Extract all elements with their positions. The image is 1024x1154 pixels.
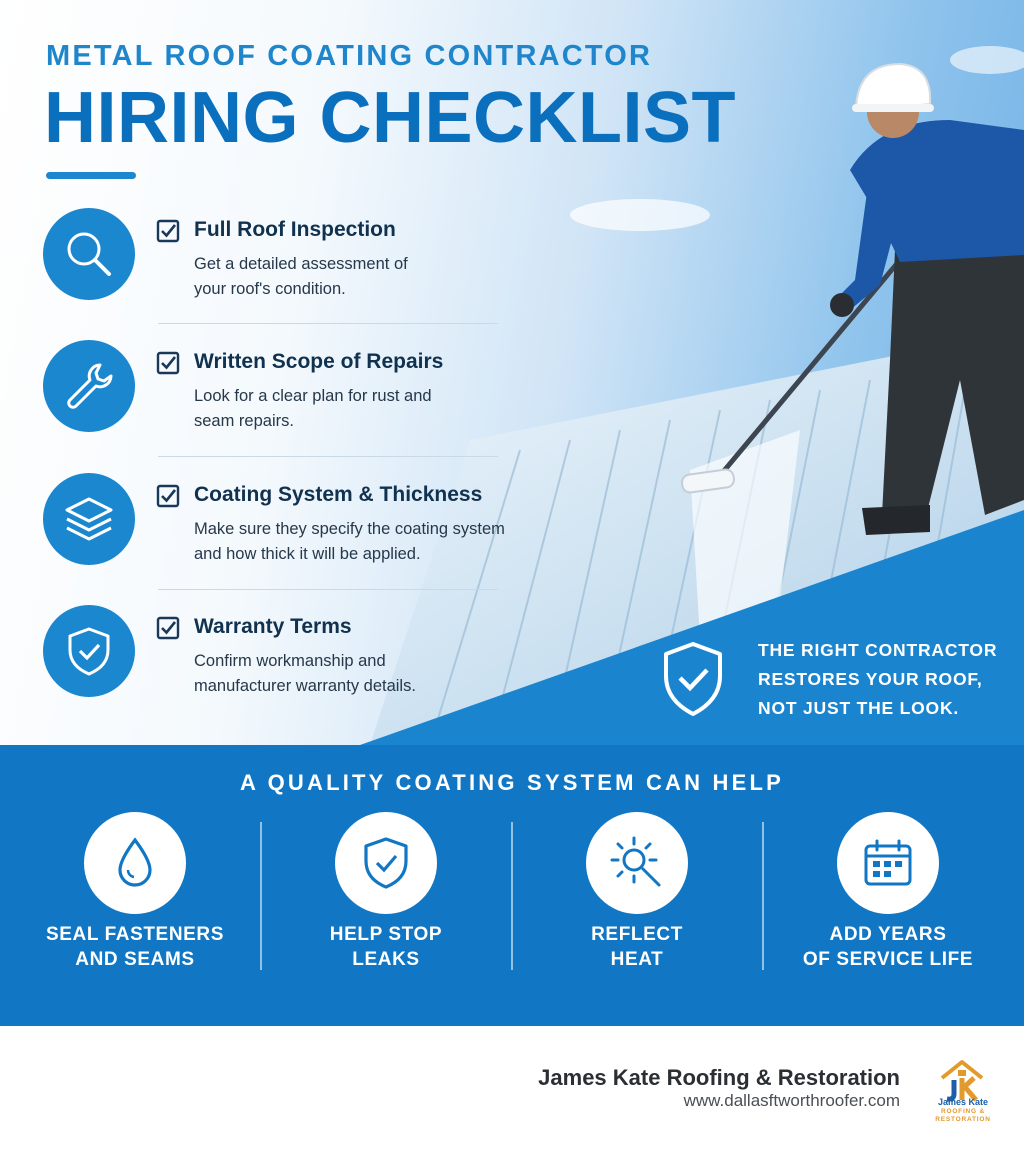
header-kicker: METAL ROOF COATING CONTRACTOR [46,40,653,72]
checklist-item-desc: Confirm workmanship and manufacturer warranty details. [194,652,416,695]
divider [158,456,498,457]
benefit-seal [10,812,260,982]
benefit-heat [512,812,762,982]
checklist-item-inspection [0,208,520,328]
quote-text: THE RIGHT CONTRACTOR RESTORES YOUR ROOF, NOT JUST THE LOOK. [758,640,998,718]
benefit-label: REFLECT HEAT [591,924,683,970]
logo-name: James Kate [937,1097,989,1107]
benefit-service-life [763,812,1013,982]
checklist-item-title: Coating System & Thickness [194,483,483,506]
calendar-icon [861,836,915,890]
checklist-item-warranty [0,605,520,725]
checklist-item-desc: Look for a clear plan for rust and seam repairs. [194,387,432,430]
checklist-item-coating [0,473,520,593]
shield-check-icon [62,624,116,678]
logo-subtitle: ROOFING & RESTORATION [935,1108,991,1123]
water-drop-icon [112,836,158,890]
divider [158,589,498,590]
divider [158,323,498,324]
checklist-circle [43,473,135,565]
benefit-label: HELP STOP LEAKS [329,924,443,970]
checklist-item-desc: Make sure they specify the coating system and how thick it will be applied. [194,520,505,563]
checkbox-checked-icon [156,219,180,243]
benefit-circle [586,812,688,914]
benefits-heading: A QUALITY COATING SYSTEM CAN HELP [240,770,784,795]
page-title: HIRING CHECKLIST [44,78,736,158]
benefit-circle [837,812,939,914]
checklist-item-scope [0,340,520,460]
checklist-item-title: Warranty Terms [194,615,352,638]
benefit-label: ADD YEARS OF SERVICE LIFE [802,924,974,970]
benefit-circle [335,812,437,914]
title-underline [46,172,136,179]
checklist-item-title: Full Roof Inspection [194,218,396,241]
footer-website-link[interactable]: www.dallasftworthroofer.com [683,1091,900,1110]
shield-check-icon [660,640,726,718]
sun-reflect-icon [607,833,667,893]
wrench-icon [62,359,116,413]
checklist-item-desc: Get a detailed assessment of your roof's condition. [194,255,408,298]
benefit-label: SEAL FASTENERS AND SEAMS [45,924,225,970]
checklist-circle [43,208,135,300]
checklist-circle [43,605,135,697]
checkbox-checked-icon [156,484,180,508]
benefit-circle [84,812,186,914]
shield-check-icon [360,835,412,891]
checkbox-checked-icon [156,351,180,375]
layers-icon [61,491,117,547]
checkbox-checked-icon [156,616,180,640]
checklist-circle [43,340,135,432]
footer-company-name: James Kate Roofing & Restoration [538,1065,900,1090]
checklist-item-title: Written Scope of Repairs [194,350,444,373]
magnifier-icon [62,227,116,281]
benefit-leaks [261,812,511,982]
